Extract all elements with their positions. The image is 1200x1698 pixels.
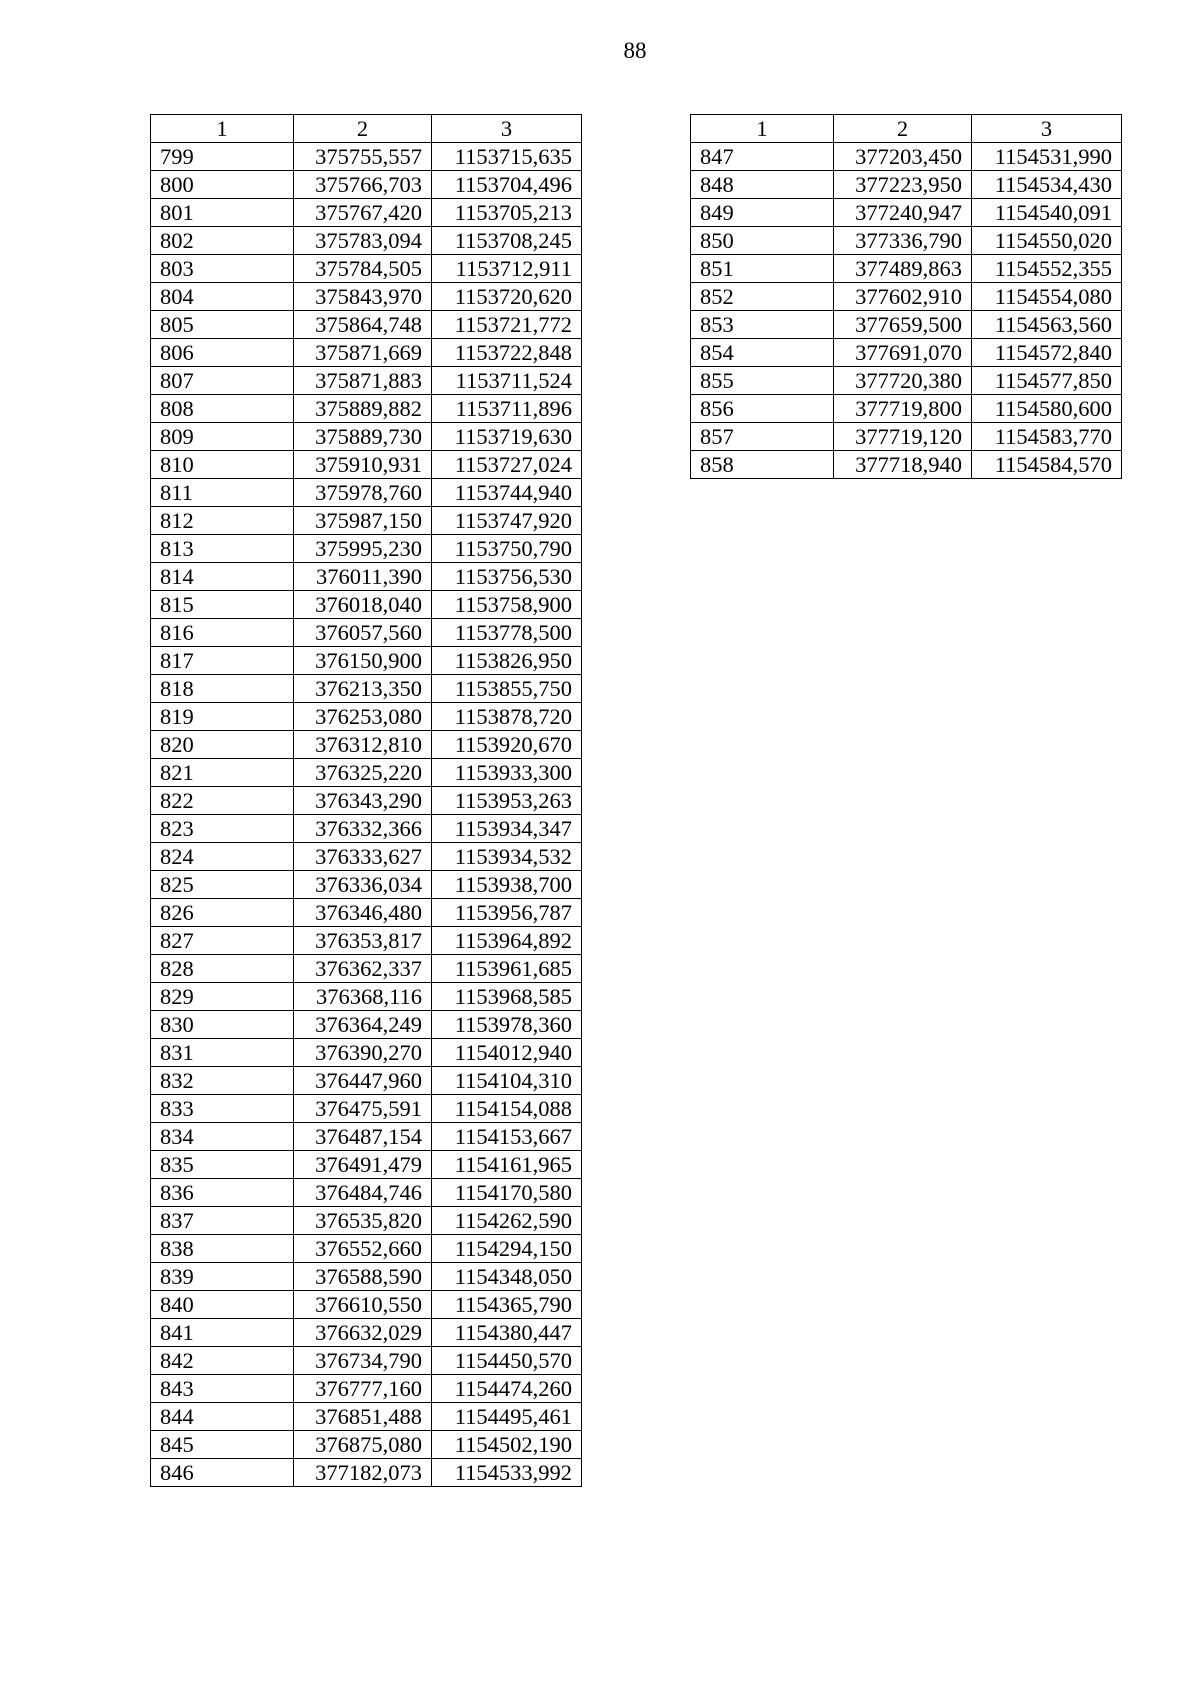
table-row [151, 899, 582, 927]
table-row [151, 815, 582, 843]
point-number-cell: 825 [151, 871, 294, 899]
point-number-cell: 831 [151, 1039, 294, 1067]
coordinate-y-cell: 1154170,580 [432, 1179, 582, 1207]
point-number-cell: 818 [151, 675, 294, 703]
coordinate-y-cell: 1153968,585 [432, 983, 582, 1011]
coordinate-y-cell: 1154450,570 [432, 1347, 582, 1375]
coordinate-x-cell: 376475,591 [294, 1095, 432, 1123]
coordinate-x-cell: 376491,479 [294, 1151, 432, 1179]
coordinate-x-cell: 376213,350 [294, 675, 432, 703]
coordinate-x-cell: 375784,505 [294, 255, 432, 283]
coordinate-y-cell: 1153719,630 [432, 423, 582, 451]
table-row [151, 647, 582, 675]
point-number-cell: 832 [151, 1067, 294, 1095]
table-row [151, 1291, 582, 1319]
point-number-cell: 826 [151, 899, 294, 927]
point-number-cell: 804 [151, 283, 294, 311]
column-header-3: 3 [972, 115, 1122, 143]
table-header-row [691, 115, 1122, 143]
column-header-3: 3 [432, 115, 582, 143]
coordinate-x-cell: 375766,703 [294, 171, 432, 199]
table-row [151, 507, 582, 535]
point-number-cell: 854 [691, 339, 834, 367]
coordinate-y-cell: 1153715,635 [432, 143, 582, 171]
coordinate-y-cell: 1153938,700 [432, 871, 582, 899]
coordinate-x-cell: 375783,094 [294, 227, 432, 255]
table-row [151, 451, 582, 479]
table-row [151, 675, 582, 703]
point-number-cell: 830 [151, 1011, 294, 1039]
table-row [151, 199, 582, 227]
point-number-cell: 839 [151, 1263, 294, 1291]
table-row [151, 1011, 582, 1039]
coordinate-y-cell: 1154552,355 [972, 255, 1122, 283]
point-number-cell: 823 [151, 815, 294, 843]
point-number-cell: 810 [151, 451, 294, 479]
coordinate-x-cell: 376332,366 [294, 815, 432, 843]
table-row [151, 1319, 582, 1347]
coordinate-y-cell: 1154554,080 [972, 283, 1122, 311]
coordinate-x-cell: 377182,073 [294, 1459, 432, 1487]
coordinate-y-cell: 1154161,965 [432, 1151, 582, 1179]
coordinate-y-cell: 1153705,213 [432, 199, 582, 227]
point-number-cell: 815 [151, 591, 294, 619]
point-number-cell: 811 [151, 479, 294, 507]
point-number-cell: 803 [151, 255, 294, 283]
coordinate-y-cell: 1153750,790 [432, 535, 582, 563]
point-number-cell: 835 [151, 1151, 294, 1179]
coordinate-y-cell: 1154531,990 [972, 143, 1122, 171]
table-row [151, 731, 582, 759]
table-row [151, 535, 582, 563]
coordinate-x-cell: 376362,337 [294, 955, 432, 983]
coordinate-x-cell: 375843,970 [294, 283, 432, 311]
coordinate-y-cell: 1153961,685 [432, 955, 582, 983]
table-row [151, 759, 582, 787]
table-row [151, 1039, 582, 1067]
table-row [151, 143, 582, 171]
coordinate-x-cell: 376632,029 [294, 1319, 432, 1347]
coordinate-x-cell: 376368,116 [294, 983, 432, 1011]
coordinate-x-cell: 377691,070 [834, 339, 972, 367]
point-number-cell: 813 [151, 535, 294, 563]
table-row [151, 1067, 582, 1095]
table-row [691, 423, 1122, 451]
point-number-cell: 845 [151, 1431, 294, 1459]
table-row [151, 703, 582, 731]
coordinate-x-cell: 376390,270 [294, 1039, 432, 1067]
coordinate-x-cell: 375987,150 [294, 507, 432, 535]
coordinate-y-cell: 1153964,892 [432, 927, 582, 955]
table-row [151, 1235, 582, 1263]
coordinate-y-cell: 1154534,430 [972, 171, 1122, 199]
point-number-cell: 849 [691, 199, 834, 227]
coordinate-y-cell: 1153727,024 [432, 451, 582, 479]
coordinate-x-cell: 377223,950 [834, 171, 972, 199]
table-row [151, 311, 582, 339]
table-row [151, 171, 582, 199]
table-row [151, 927, 582, 955]
coordinate-x-cell: 375910,931 [294, 451, 432, 479]
coordinate-y-cell: 1154533,992 [432, 1459, 582, 1487]
coordinate-y-cell: 1154262,590 [432, 1207, 582, 1235]
table-row [151, 1123, 582, 1151]
coordinate-y-cell: 1153704,496 [432, 171, 582, 199]
coordinate-y-cell: 1153934,532 [432, 843, 582, 871]
point-number-cell: 846 [151, 1459, 294, 1487]
table-row [691, 171, 1122, 199]
table-row [691, 255, 1122, 283]
table-row [151, 395, 582, 423]
coordinate-y-cell: 1154580,600 [972, 395, 1122, 423]
point-number-cell: 847 [691, 143, 834, 171]
coordinate-y-cell: 1154540,091 [972, 199, 1122, 227]
table-row [691, 227, 1122, 255]
coordinate-y-cell: 1153756,530 [432, 563, 582, 591]
table-row [151, 339, 582, 367]
coordinate-x-cell: 375755,557 [294, 143, 432, 171]
table-row [151, 1095, 582, 1123]
point-number-cell: 816 [151, 619, 294, 647]
coordinate-x-cell: 376487,154 [294, 1123, 432, 1151]
table-row [691, 451, 1122, 479]
column-header-2: 2 [834, 115, 972, 143]
point-number-cell: 819 [151, 703, 294, 731]
coordinate-y-cell: 1154550,020 [972, 227, 1122, 255]
coordinate-x-cell: 375767,420 [294, 199, 432, 227]
point-number-cell: 852 [691, 283, 834, 311]
coordinate-x-cell: 377602,910 [834, 283, 972, 311]
table-row [151, 1347, 582, 1375]
coordinate-y-cell: 1154572,840 [972, 339, 1122, 367]
table-row [151, 1431, 582, 1459]
coordinate-y-cell: 1154380,447 [432, 1319, 582, 1347]
coordinate-x-cell: 376610,550 [294, 1291, 432, 1319]
point-number-cell: 829 [151, 983, 294, 1011]
coordinate-y-cell: 1153826,950 [432, 647, 582, 675]
point-number-cell: 817 [151, 647, 294, 675]
coordinate-x-cell: 376011,390 [294, 563, 432, 591]
coordinate-y-cell: 1153721,772 [432, 311, 582, 339]
coordinate-x-cell: 376336,034 [294, 871, 432, 899]
table-row [151, 1263, 582, 1291]
coordinate-x-cell: 376447,960 [294, 1067, 432, 1095]
table-row [151, 1151, 582, 1179]
table-row [151, 1207, 582, 1235]
coordinate-y-cell: 1154348,050 [432, 1263, 582, 1291]
coordinate-x-cell: 376312,810 [294, 731, 432, 759]
table-row [151, 367, 582, 395]
point-number-cell: 806 [151, 339, 294, 367]
table-row [151, 787, 582, 815]
coordinate-y-cell: 1154495,461 [432, 1403, 582, 1431]
table-row [151, 1179, 582, 1207]
coordinate-y-cell: 1153708,245 [432, 227, 582, 255]
coordinate-y-cell: 1153933,300 [432, 759, 582, 787]
point-number-cell: 853 [691, 311, 834, 339]
coordinate-x-cell: 377240,947 [834, 199, 972, 227]
coordinate-x-cell: 377659,500 [834, 311, 972, 339]
coordinate-y-cell: 1153978,360 [432, 1011, 582, 1039]
point-number-cell: 828 [151, 955, 294, 983]
point-number-cell: 801 [151, 199, 294, 227]
coordinate-x-cell: 377719,800 [834, 395, 972, 423]
coordinate-x-cell: 377336,790 [834, 227, 972, 255]
coordinate-y-cell: 1153855,750 [432, 675, 582, 703]
point-number-cell: 855 [691, 367, 834, 395]
coordinate-x-cell: 376353,817 [294, 927, 432, 955]
coordinate-x-cell: 376018,040 [294, 591, 432, 619]
point-number-cell: 827 [151, 927, 294, 955]
coordinate-y-cell: 1153778,500 [432, 619, 582, 647]
coordinate-x-cell: 376364,249 [294, 1011, 432, 1039]
coordinate-y-cell: 1154012,940 [432, 1039, 582, 1067]
table-row [691, 143, 1122, 171]
coordinate-x-cell: 377489,863 [834, 255, 972, 283]
coordinate-y-cell: 1153720,620 [432, 283, 582, 311]
point-number-cell: 809 [151, 423, 294, 451]
coordinate-y-cell: 1153934,347 [432, 815, 582, 843]
coordinate-y-cell: 1153747,920 [432, 507, 582, 535]
coordinate-x-cell: 376535,820 [294, 1207, 432, 1235]
coordinate-y-cell: 1153712,911 [432, 255, 582, 283]
point-number-cell: 808 [151, 395, 294, 423]
point-number-cell: 833 [151, 1095, 294, 1123]
coordinate-y-cell: 1153758,900 [432, 591, 582, 619]
point-number-cell: 838 [151, 1235, 294, 1263]
point-number-cell: 805 [151, 311, 294, 339]
point-number-cell: 848 [691, 171, 834, 199]
coordinate-y-cell: 1153722,848 [432, 339, 582, 367]
coordinate-x-cell: 376333,627 [294, 843, 432, 871]
point-number-cell: 851 [691, 255, 834, 283]
point-number-cell: 843 [151, 1375, 294, 1403]
table-row [151, 619, 582, 647]
coordinate-x-cell: 376552,660 [294, 1235, 432, 1263]
point-number-cell: 824 [151, 843, 294, 871]
coordinate-y-cell: 1153953,263 [432, 787, 582, 815]
table-row [151, 255, 582, 283]
table-row [691, 283, 1122, 311]
table-row [151, 843, 582, 871]
coordinate-y-cell: 1153956,787 [432, 899, 582, 927]
coordinate-x-cell: 376777,160 [294, 1375, 432, 1403]
point-number-cell: 842 [151, 1347, 294, 1375]
coordinate-x-cell: 376588,590 [294, 1263, 432, 1291]
coordinate-x-cell: 377719,120 [834, 423, 972, 451]
coordinate-x-cell: 376343,290 [294, 787, 432, 815]
coordinate-y-cell: 1154502,190 [432, 1431, 582, 1459]
coordinate-x-cell: 377718,940 [834, 451, 972, 479]
coordinates-table-left [150, 114, 582, 1487]
column-header-1: 1 [691, 115, 834, 143]
table-row [151, 563, 582, 591]
table-row [151, 1403, 582, 1431]
point-number-cell: 807 [151, 367, 294, 395]
table-row [151, 283, 582, 311]
table-row [691, 367, 1122, 395]
coordinates-table-right [690, 114, 1122, 479]
coordinate-y-cell: 1154104,310 [432, 1067, 582, 1095]
coordinate-y-cell: 1153711,896 [432, 395, 582, 423]
coordinate-y-cell: 1154153,667 [432, 1123, 582, 1151]
table-row [151, 955, 582, 983]
coordinate-x-cell: 375889,730 [294, 423, 432, 451]
table-row [151, 227, 582, 255]
table-row [151, 983, 582, 1011]
table-header-row [151, 115, 582, 143]
coordinate-x-cell: 377203,450 [834, 143, 972, 171]
table-row [151, 479, 582, 507]
coordinate-x-cell: 376851,488 [294, 1403, 432, 1431]
coordinate-y-cell: 1154294,150 [432, 1235, 582, 1263]
point-number-cell: 814 [151, 563, 294, 591]
coordinate-x-cell: 376875,080 [294, 1431, 432, 1459]
point-number-cell: 822 [151, 787, 294, 815]
table-row [691, 339, 1122, 367]
coordinate-y-cell: 1153711,524 [432, 367, 582, 395]
coordinate-y-cell: 1154563,560 [972, 311, 1122, 339]
table-row [151, 1459, 582, 1487]
point-number-cell: 836 [151, 1179, 294, 1207]
coordinate-y-cell: 1154584,570 [972, 451, 1122, 479]
point-number-cell: 799 [151, 143, 294, 171]
coordinate-y-cell: 1154583,770 [972, 423, 1122, 451]
point-number-cell: 850 [691, 227, 834, 255]
coordinate-x-cell: 375889,882 [294, 395, 432, 423]
point-number-cell: 856 [691, 395, 834, 423]
coordinate-y-cell: 1153744,940 [432, 479, 582, 507]
page-number: 88 [623, 38, 647, 63]
point-number-cell: 820 [151, 731, 294, 759]
table-row [151, 423, 582, 451]
point-number-cell: 812 [151, 507, 294, 535]
coordinate-x-cell: 376484,746 [294, 1179, 432, 1207]
coordinate-y-cell: 1154474,260 [432, 1375, 582, 1403]
table-row [691, 311, 1122, 339]
column-header-2: 2 [294, 115, 432, 143]
point-number-cell: 841 [151, 1319, 294, 1347]
coordinate-x-cell: 376734,790 [294, 1347, 432, 1375]
coordinate-y-cell: 1154154,088 [432, 1095, 582, 1123]
coordinate-x-cell: 377720,380 [834, 367, 972, 395]
point-number-cell: 834 [151, 1123, 294, 1151]
point-number-cell: 844 [151, 1403, 294, 1431]
point-number-cell: 802 [151, 227, 294, 255]
point-number-cell: 840 [151, 1291, 294, 1319]
coordinate-x-cell: 376325,220 [294, 759, 432, 787]
table-row [691, 395, 1122, 423]
point-number-cell: 821 [151, 759, 294, 787]
table-row [151, 591, 582, 619]
point-number-cell: 858 [691, 451, 834, 479]
column-header-1: 1 [151, 115, 294, 143]
point-number-cell: 800 [151, 171, 294, 199]
coordinate-x-cell: 375978,760 [294, 479, 432, 507]
coordinate-y-cell: 1153920,670 [432, 731, 582, 759]
coordinate-y-cell: 1154365,790 [432, 1291, 582, 1319]
table-row [151, 1375, 582, 1403]
coordinate-x-cell: 376057,560 [294, 619, 432, 647]
coordinate-x-cell: 375871,669 [294, 339, 432, 367]
coordinate-y-cell: 1154577,850 [972, 367, 1122, 395]
coordinate-x-cell: 375995,230 [294, 535, 432, 563]
coordinate-x-cell: 375871,883 [294, 367, 432, 395]
table-row [691, 199, 1122, 227]
coordinate-x-cell: 376346,480 [294, 899, 432, 927]
coordinate-x-cell: 376253,080 [294, 703, 432, 731]
coordinate-x-cell: 376150,900 [294, 647, 432, 675]
coordinate-y-cell: 1153878,720 [432, 703, 582, 731]
point-number-cell: 837 [151, 1207, 294, 1235]
table-row [151, 871, 582, 899]
point-number-cell: 857 [691, 423, 834, 451]
coordinate-x-cell: 375864,748 [294, 311, 432, 339]
